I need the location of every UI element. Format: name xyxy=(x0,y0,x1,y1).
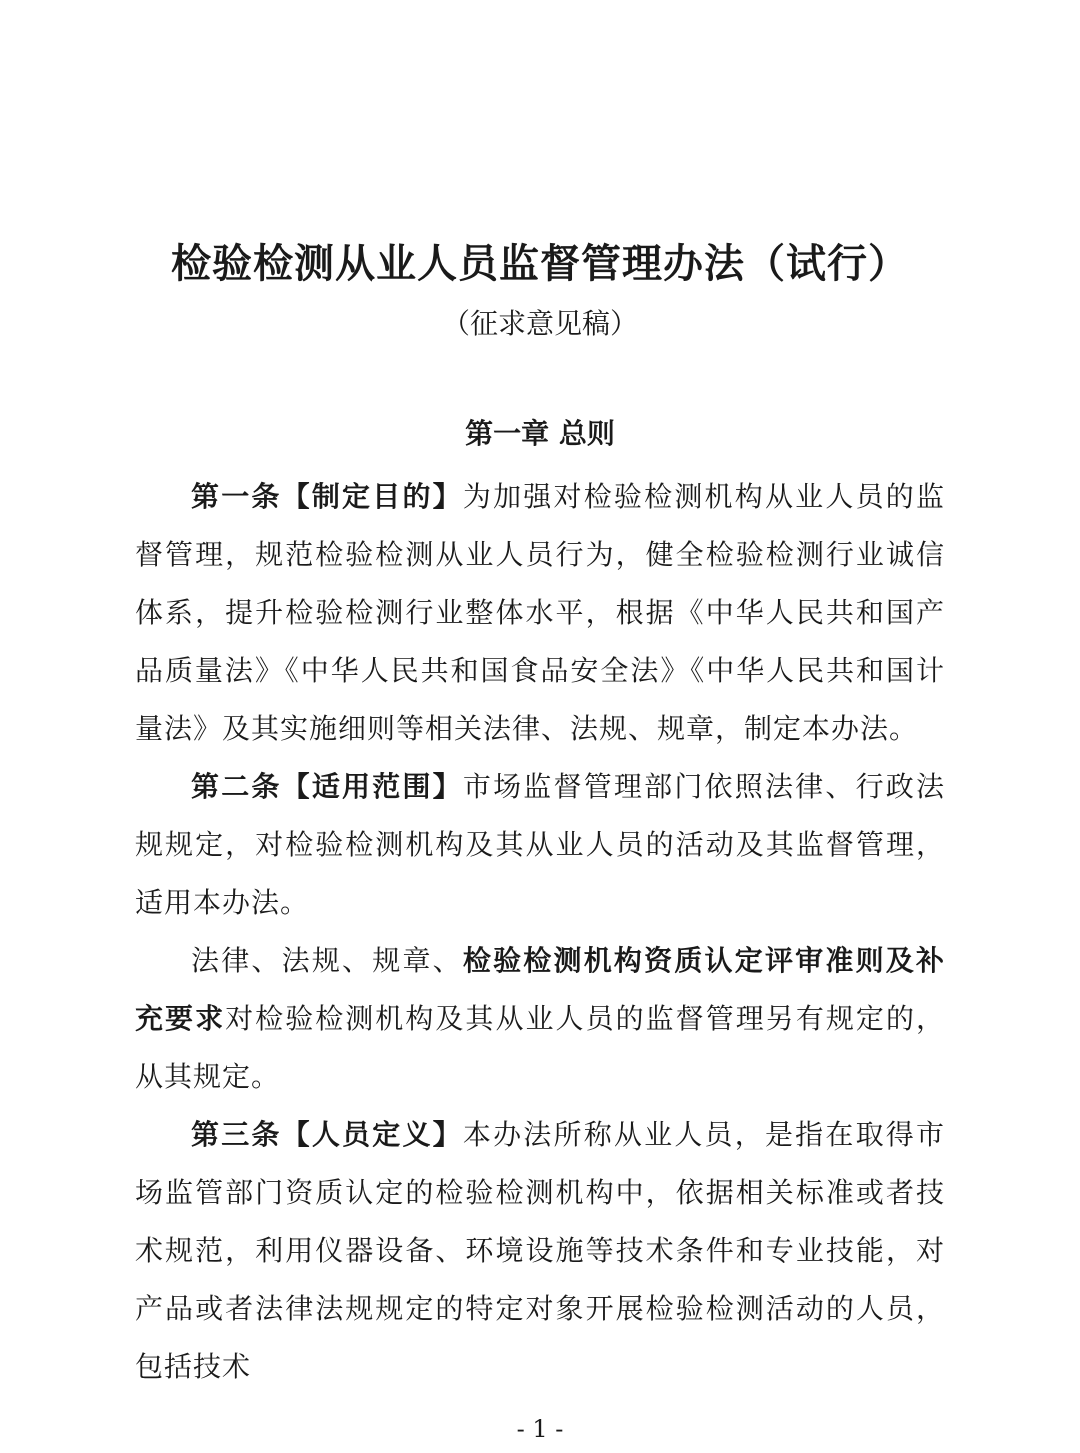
article-3-text: 本办法所称从业人员，是指在取得市场监管部门资质认定的检验检测机构中，依据相关标准或者技术规范，利用仪器设备、环境设施等技术条件和专业技能，对产品或者法律法规规定的特定对象开展检验检测活动的人员，包括技术 xyxy=(135,1118,945,1383)
article-2-paragraph-2-prefix: 法律、法规、规章、 xyxy=(191,944,463,977)
article-2 xyxy=(135,758,945,932)
document-title: 检验检测从业人员监督管理办法（试行） xyxy=(171,240,909,287)
document-subtitle: （征求意见稿） xyxy=(441,307,638,340)
page-number: - 1 - xyxy=(516,1415,564,1443)
article-1-text: 为加强对检验检测机构从业人员的监督管理，规范检验检测从业人员行为，健全检验检测行业诚信体系，提升检验检测行业整体水平，根据《中华人民共和国产品质量法》《中华人民共和国食品安全法》《中华人民共和国计量法》及其实施细则等相关法律、法规、规章，制定本办法。 xyxy=(135,480,945,745)
article-2-text: 市场监督管理部门依照法律、行政法规规定，对检验检测机构及其从业人员的活动及其监督管理，适用本办法。 xyxy=(135,770,945,919)
article-2-paragraph-2-suffix: 对检验检测机构及其从业人员的监督管理另有规定的，从其规定。 xyxy=(135,1002,945,1093)
document-body xyxy=(135,468,945,1396)
article-2-heading: 第二条【适用范围】 xyxy=(191,770,463,803)
article-1-heading: 第一条【制定目的】 xyxy=(191,480,463,513)
article-3-heading: 第三条【人员定义】 xyxy=(191,1118,463,1151)
article-3 xyxy=(135,1106,945,1396)
article-1 xyxy=(135,468,945,758)
article-2-paragraph-2-emphasis: 检验检测机构资质认定评审准则及补充要求 xyxy=(135,944,945,1035)
chapter-heading: 第一章 总则 xyxy=(465,417,615,450)
article-2-paragraph-2 xyxy=(135,932,945,1106)
